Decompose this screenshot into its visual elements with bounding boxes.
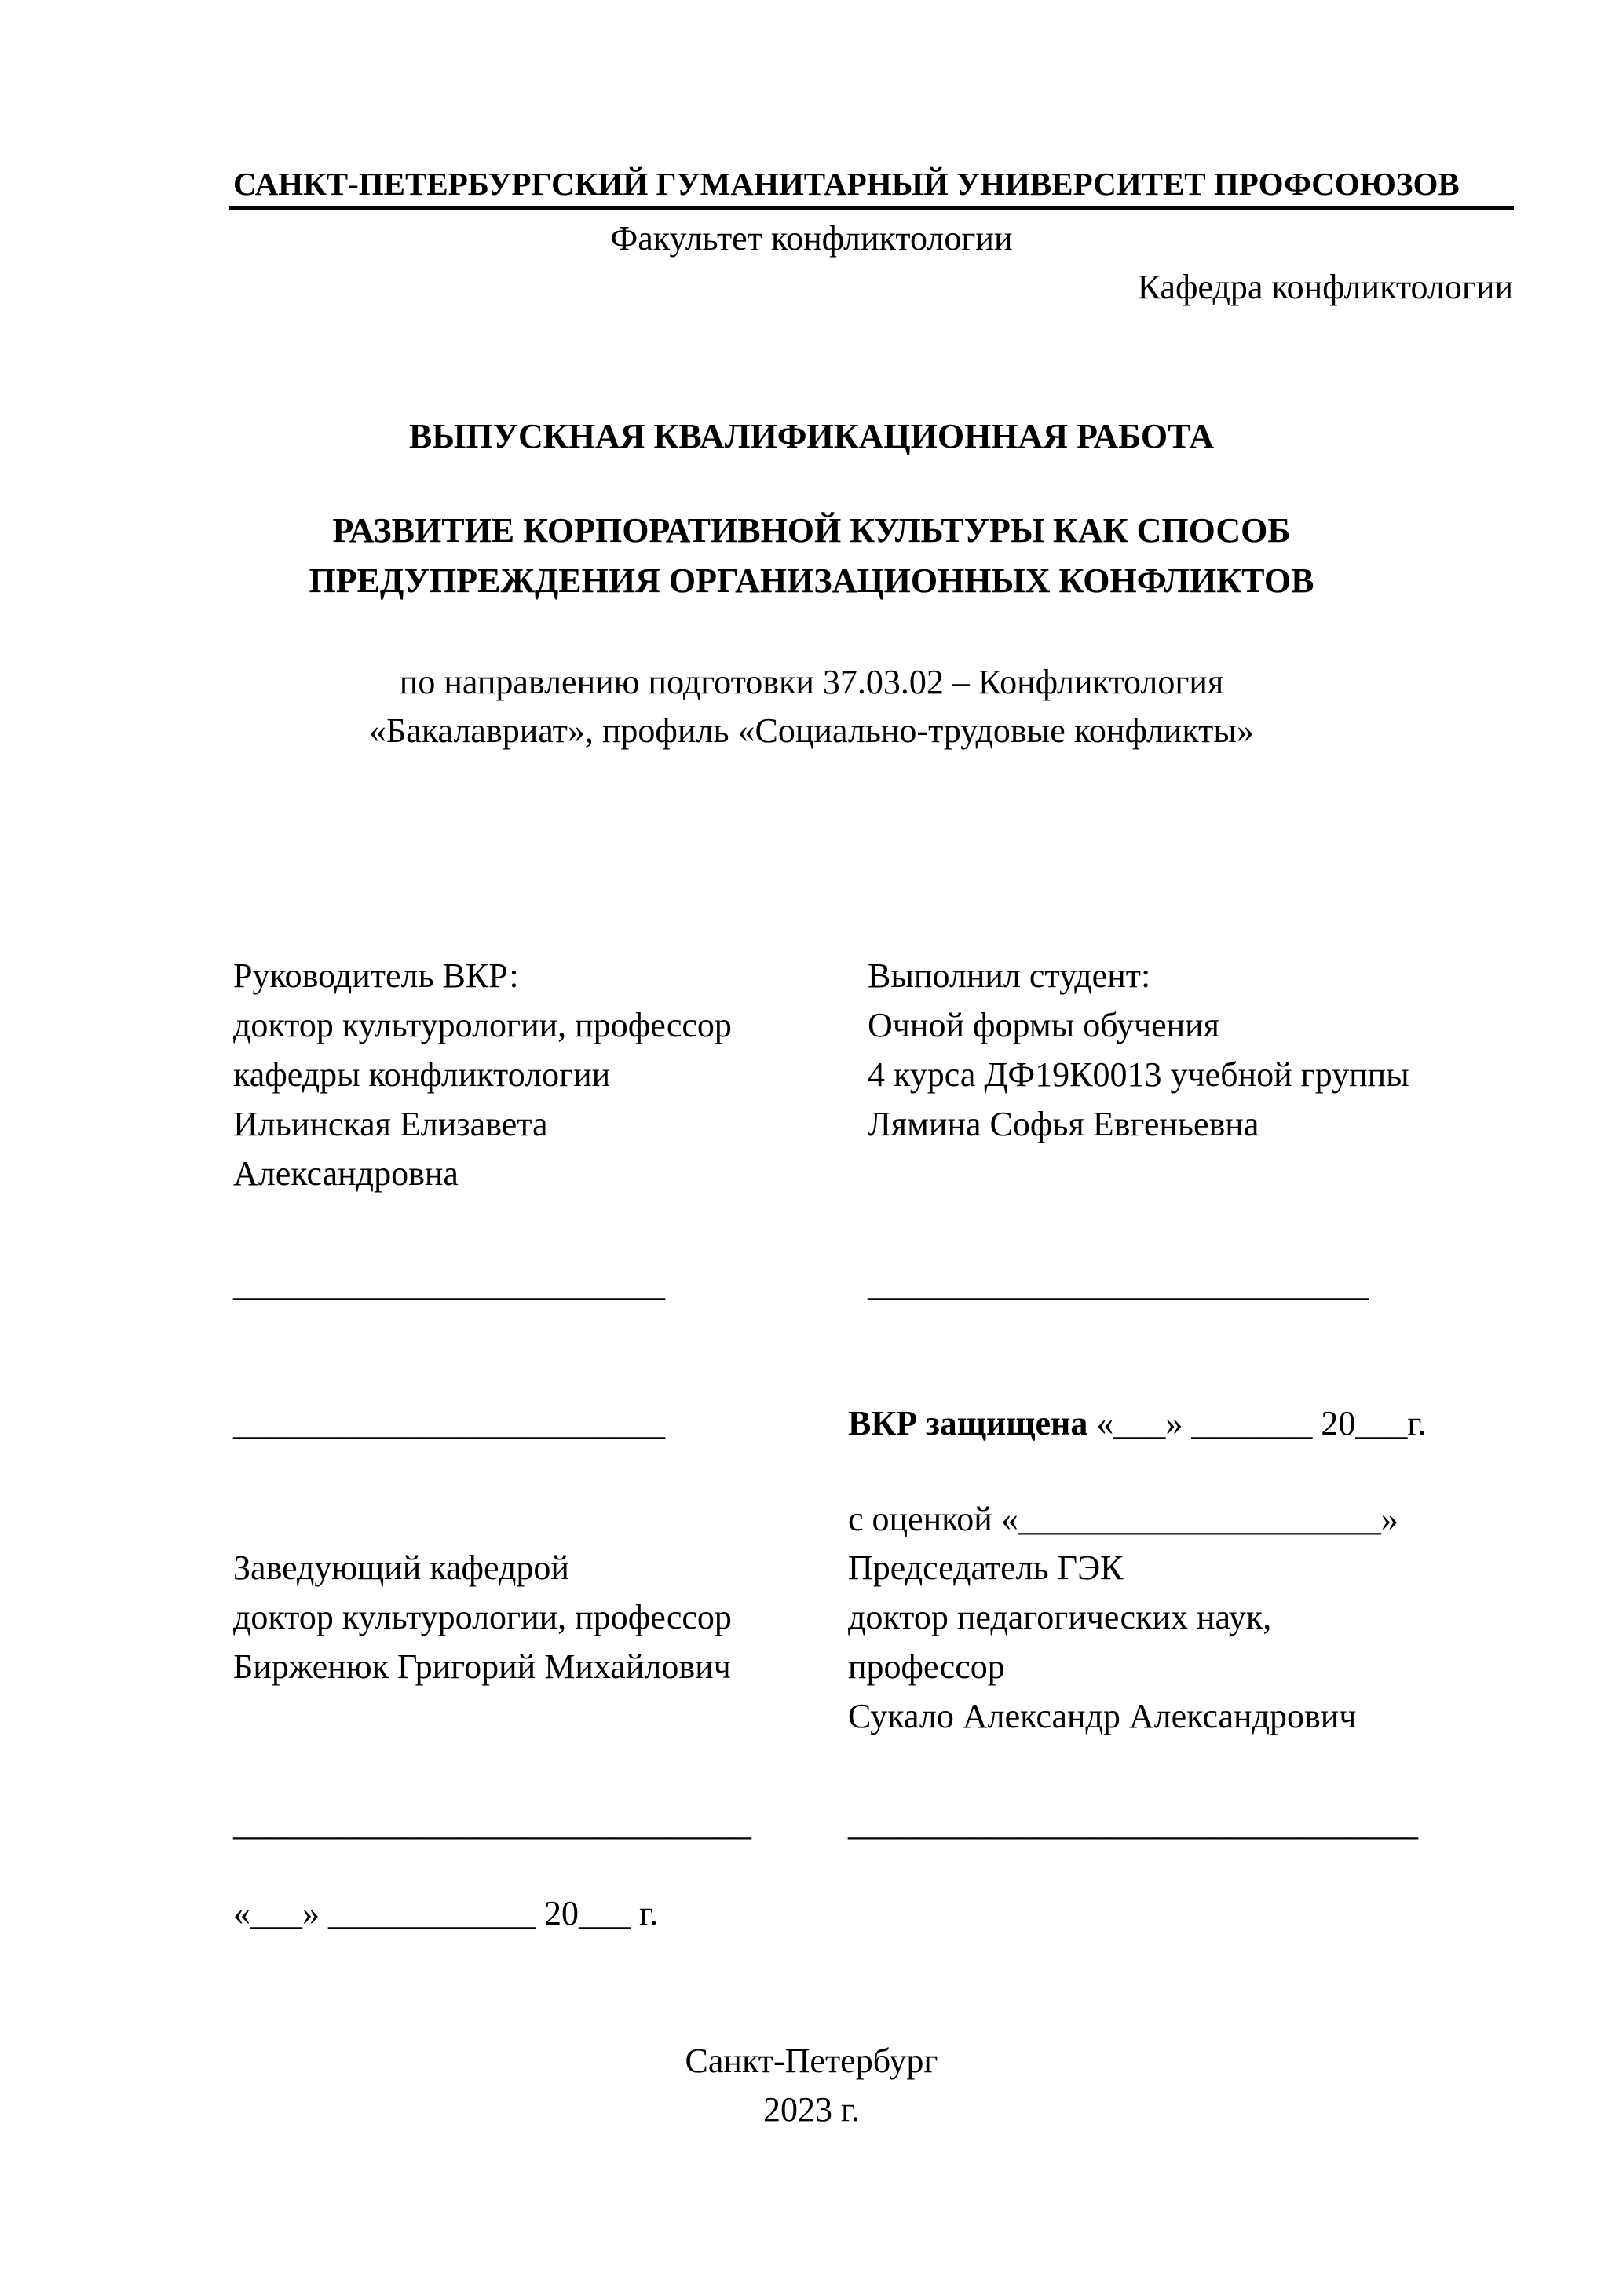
supervisor-name-1: Ильинская Елизавета [233,1105,548,1143]
supervisor-signature-line[interactable]: _________________________ [233,1265,665,1303]
faculty-name: Факультет конфликтологии [610,219,1013,258]
head-date-line[interactable]: «___» ____________ 20___ г. [233,1894,659,1932]
direction-line-2: «Бакалавриат», профиль «Социально-трудовые конфликты» [369,711,1254,750]
gek-signature-line[interactable]: _________________________________ [848,1804,1418,1843]
gek-label: Председатель ГЭК [848,1548,1124,1587]
defense-date[interactable]: «___» _______ 20___г. [1087,1404,1427,1442]
year: 2023 г. [762,2090,861,2129]
head-signature-line[interactable]: ______________________________ [233,1804,751,1843]
gek-name: Сукало Александр Александрович [848,1697,1357,1735]
head-label: Заведующий кафедрой [233,1548,569,1587]
city: Санкт-Петербург [685,2042,938,2080]
university-name: САНКТ-ПЕТЕРБУРГСКИЙ ГУМАНИТАРНЫЙ УНИВЕРСИТЕТ ПРОФСОЮЗОВ [233,166,1460,202]
defense-grade[interactable]: с оценкой «_____________________» [848,1500,1398,1538]
supervisor-label: Руководитель ВКР: [233,956,519,995]
student-group: 4 курса ДФ19К0013 учебной группы [868,1055,1409,1094]
supervisor-position: кафедры конфликтологии [233,1055,611,1094]
header-rule [229,206,1514,210]
gek-degree-2: профессор [848,1647,1005,1686]
head-degree: доктор культурологии, профессор [233,1598,732,1636]
student-form: Очной формы обучения [868,1006,1219,1044]
gek-degree-1: доктор педагогических наук, [848,1598,1272,1636]
direction-line-1: по направлению подготовки 37.03.02 – Конфликтология [399,663,1224,701]
extra-signature-line[interactable]: _________________________ [233,1404,665,1442]
head-name: Бирженюк Григорий Михайлович [233,1647,731,1686]
topic-line-2: ПРЕДУПРЕЖДЕНИЯ ОРГАНИЗАЦИОННЫХ КОНФЛИКТОВ [309,561,1314,600]
department-name: Кафедра конфликтологии [1137,268,1513,306]
student-name: Лямина Софья Евгеньевна [868,1105,1259,1143]
work-type: ВЫПУСКНАЯ КВАЛИФИКАЦИОННАЯ РАБОТА [408,417,1215,455]
defense-line [848,1403,1426,1444]
topic-line-1: РАЗВИТИЕ КОРПОРАТИВНОЙ КУЛЬТУРЫ КАК СПОСОБ [332,511,1291,550]
supervisor-degree: доктор культурологии, профессор [233,1006,732,1044]
supervisor-name-2: Александровна [233,1154,459,1193]
student-signature-line[interactable]: _____________________________ [868,1265,1369,1303]
defense-label: ВКР защищена [848,1404,1088,1442]
student-label: Выполнил студент: [868,956,1151,995]
